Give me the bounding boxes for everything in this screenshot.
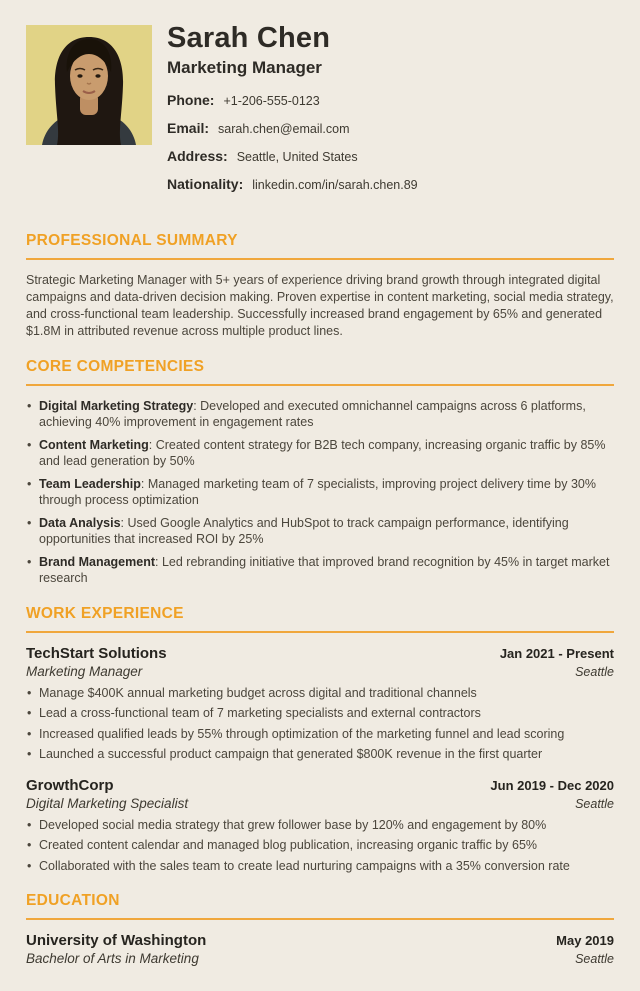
contact-value: sarah.chen@email.com	[218, 122, 350, 137]
job-role: Digital Marketing Specialist	[26, 795, 189, 811]
job-bullet: • Lead a cross-functional team of 7 marketing specialists and external contractors	[26, 705, 614, 722]
competency-separator: :	[155, 554, 162, 569]
contact-label: Address:	[167, 148, 228, 165]
job-location: Seattle	[575, 796, 614, 811]
education-entry	[26, 932, 614, 966]
contact-label: Phone:	[167, 92, 215, 109]
job-bullet-list	[26, 685, 614, 763]
job-bullet: • Manage $400K annual marketing budget across digital and traditional channels	[26, 685, 614, 702]
education-location: Seattle	[575, 952, 614, 967]
section-education	[26, 892, 614, 966]
section-divider	[26, 631, 614, 633]
resume-header	[26, 22, 614, 204]
competency-term: Digital Marketing Strategy	[39, 398, 194, 413]
competency-item	[26, 476, 614, 509]
competency-term: Content Marketing	[39, 437, 149, 452]
job-company: TechStart Solutions	[26, 644, 167, 662]
competency-item	[26, 554, 614, 587]
competency-description: Led rebranding initiative that improved brand recognition by 45% in target market research	[39, 554, 610, 586]
job-bullet-list	[26, 817, 614, 875]
contact-value: +1-206-555-0123	[223, 94, 320, 109]
section-work-experience	[26, 605, 614, 875]
candidate-name: Sarah Chen	[167, 22, 331, 54]
job-company: GrowthCorp	[26, 776, 114, 794]
job-bullet: • Collaborated with the sales team to create lead nurturing campaigns with a 35% conversion rate	[26, 858, 614, 875]
education-dates: May 2019	[556, 933, 614, 949]
education-degree: Bachelor of Arts in Marketing	[26, 951, 199, 967]
section-heading-experience: WORK EXPERIENCE	[26, 604, 184, 622]
candidate-title: Marketing Manager	[167, 58, 322, 78]
competency-item	[26, 398, 614, 431]
job-bullet: • Launched a successful product campaign that generated $800K revenue in the first quarter	[26, 746, 614, 763]
portrait-illustration	[26, 25, 152, 145]
competency-item	[26, 515, 614, 548]
competency-separator: :	[120, 515, 128, 530]
education-title-row	[26, 932, 614, 949]
section-heading-summary: PROFESSIONAL SUMMARY	[26, 232, 238, 250]
section-divider	[26, 258, 614, 260]
job-list	[26, 645, 614, 875]
competency-description: Developed and executed omnichannel campaigns across 6 platforms, achieving 40% improvement in engagement rates	[39, 398, 586, 430]
job-subtitle-row	[26, 794, 614, 811]
identity-block	[167, 22, 614, 204]
competency-description: Used Google Analytics and HubSpot to track campaign performance, identifying opportunities that increased ROI by 25%	[39, 515, 569, 547]
section-heading-education: EDUCATION	[26, 892, 120, 910]
job-location: Seattle	[575, 664, 614, 679]
section-professional-summary	[26, 232, 614, 340]
contact-list	[167, 92, 614, 192]
competency-term: Team Leadership	[39, 476, 141, 491]
job-subtitle-row	[26, 662, 614, 679]
job-dates: Jan 2021 - Present	[499, 645, 614, 661]
contact-row	[167, 92, 614, 108]
job-entry	[26, 777, 614, 875]
competency-separator: :	[148, 437, 156, 452]
competency-separator: :	[193, 398, 201, 413]
job-entry	[26, 645, 614, 763]
job-dates: Jun 2019 - Dec 2020	[490, 777, 614, 793]
job-bullet: • Developed social media strategy that grew follower base by 120% and engagement by 80%	[26, 817, 614, 834]
education-school: University of Washington	[26, 932, 207, 950]
contact-label: Email:	[167, 120, 210, 137]
contact-value: linkedin.com/in/sarah.chen.89	[252, 178, 418, 193]
competency-item	[26, 437, 614, 470]
competency-term: Brand Management	[39, 554, 155, 569]
school-list	[26, 932, 614, 966]
job-role: Marketing Manager	[26, 663, 143, 679]
job-title-row	[26, 777, 614, 794]
contact-row	[167, 148, 614, 164]
profile-photo	[26, 25, 152, 145]
section-divider	[26, 384, 614, 386]
competency-description: Managed marketing team of 7 specialists, improving project delivery time by 30% through process optimization	[39, 476, 596, 508]
job-title-row	[26, 645, 614, 662]
contact-label: Nationality:	[167, 176, 244, 193]
section-core-competencies	[26, 358, 614, 587]
competency-separator: :	[140, 476, 148, 491]
job-bullet: • Increased qualified leads by 55% through optimization of the marketing funnel and lead scoring	[26, 726, 614, 743]
competency-list	[26, 398, 614, 587]
contact-row	[167, 120, 614, 136]
education-subtitle-row	[26, 949, 614, 966]
competency-description: Created content strategy for B2B tech company, increasing organic traffic by 85% and lead generation by 50%	[39, 437, 606, 469]
contact-row	[167, 176, 614, 192]
competency-term: Data Analysis	[39, 515, 121, 530]
contact-value: Seattle, United States	[236, 150, 358, 165]
section-heading-competencies: CORE COMPETENCIES	[26, 357, 205, 375]
job-bullet: • Created content calendar and managed blog publication, increasing organic traffic by 65%	[26, 837, 614, 854]
section-divider	[26, 918, 614, 920]
summary-text: Strategic Marketing Manager with 5+ years of experience driving brand growth through integrated digital campaigns and data-driven decision making. Proven expertise in content marketing, social media strategy, and cross-functional team leadership. Successfully increased brand engagement by 65% and generated $1.8M in attributed revenue across multiple product lines.	[26, 273, 614, 338]
